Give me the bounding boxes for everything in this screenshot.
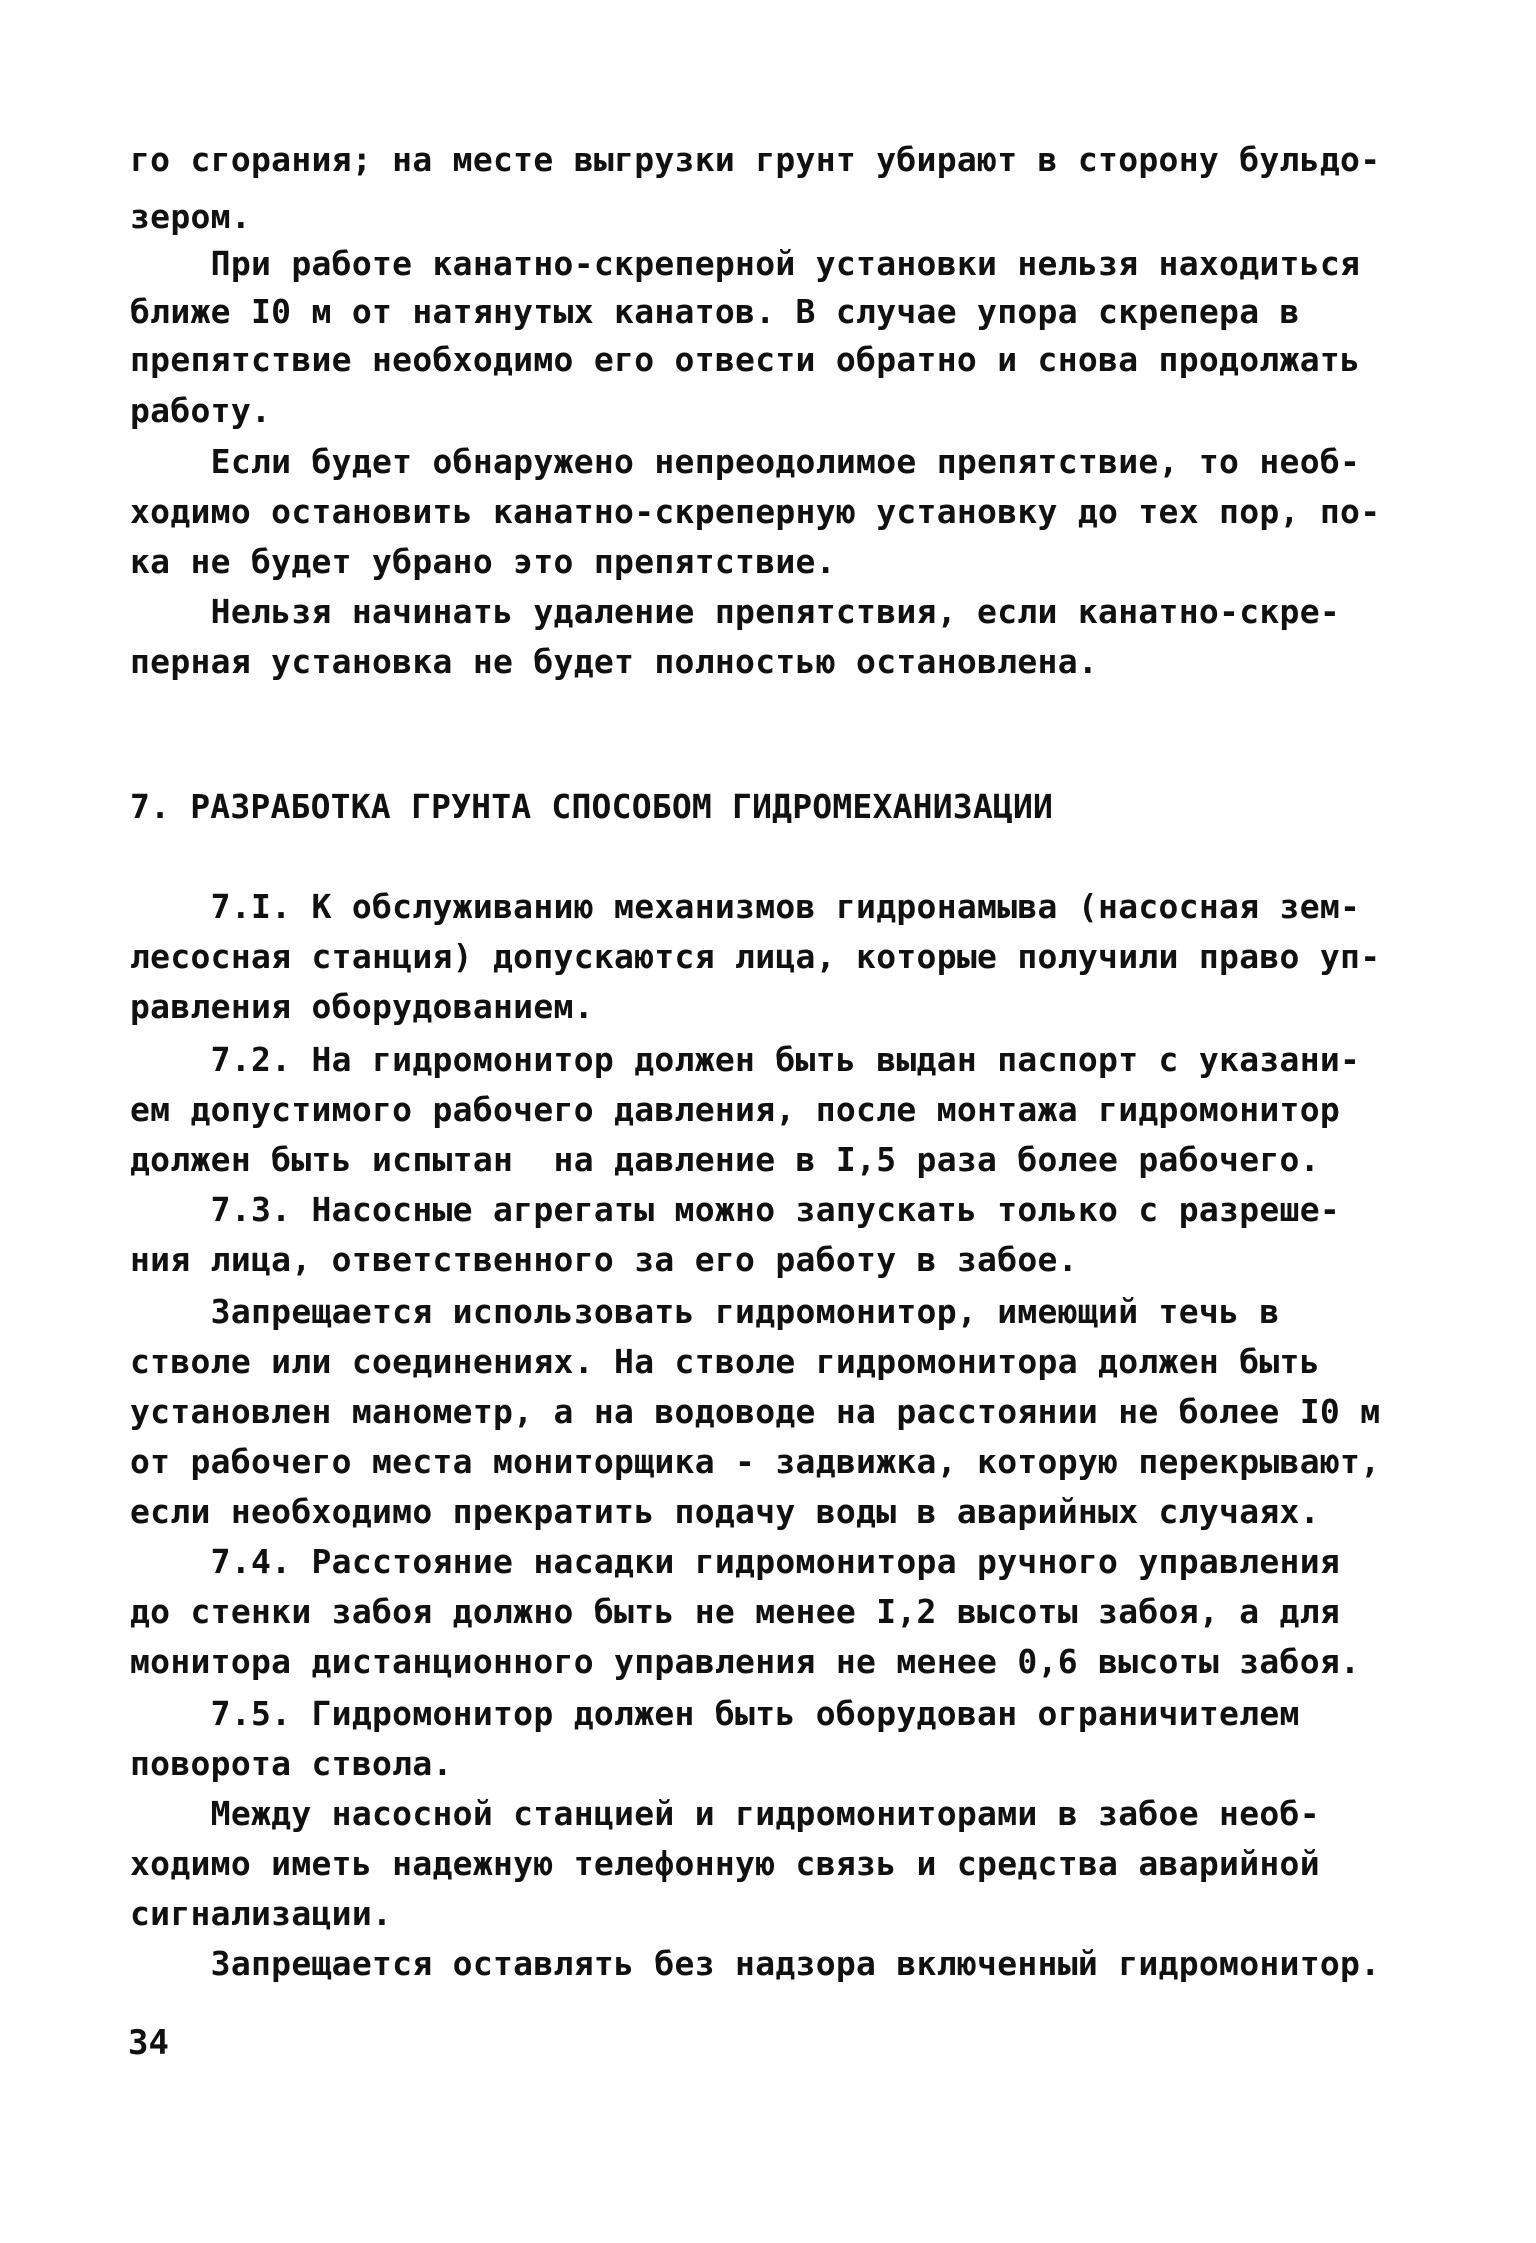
- text-line: 7.2. На гидромонитор должен быть выдан паспорт с указани-: [130, 1040, 1361, 1079]
- page-number: 34: [128, 2023, 169, 2063]
- section-heading: 7. РАЗРАБОТКА ГРУНТА СПОСОБОМ ГИДРОМЕХАНИЗАЦИИ: [130, 787, 1054, 826]
- text-line: зером.: [130, 197, 252, 236]
- text-line: Между насосной станцией и гидромониторами в забое необ-: [130, 1794, 1320, 1833]
- text-line: Запрещается использовать гидромонитор, имеющий течь в: [130, 1292, 1280, 1331]
- text-line: перная установка не будет полностью остановлена.: [130, 642, 1099, 681]
- text-line: до стенки забоя должно быть не менее I,2 высоты забоя, а для: [130, 1592, 1341, 1631]
- text-line: сигнализации.: [130, 1894, 393, 1933]
- text-line: равления оборудованием.: [130, 987, 594, 1026]
- text-line: При работе канатно-скреперной установки нельзя находиться: [130, 244, 1361, 283]
- text-line: стволе или соединениях. На стволе гидромонитора должен быть: [130, 1342, 1320, 1381]
- text-line: препятствие необходимо его отвести обратно и снова продолжать: [130, 340, 1361, 379]
- text-line: должен быть испытан на давление в I,5 раза более рабочего.: [130, 1140, 1320, 1179]
- text-line: ем допустимого рабочего давления, после монтажа гидромонитор: [130, 1090, 1341, 1129]
- text-line: 7.4. Расстояние насадки гидромонитора ручного управления: [130, 1542, 1341, 1581]
- text-line: если необходимо прекратить подачу воды в аварийных случаях.: [130, 1492, 1320, 1531]
- text-line: ходимо остановить канатно-скреперную установку до тех пор, по-: [130, 492, 1381, 531]
- text-line: ка не будет убрано это препятствие.: [130, 542, 836, 581]
- text-line: ближе I0 м от натянутых канатов. В случае упора скрепера в: [130, 292, 1300, 331]
- text-line: лесосная станция) допускаются лица, которые получили право уп-: [130, 937, 1381, 976]
- text-line: го сгорания; на месте выгрузки грунт убирают в сторону бульдо-: [130, 140, 1381, 179]
- text-line: установлен манометр, а на водоводе на расстоянии не более I0 м: [130, 1392, 1381, 1431]
- text-line: ходимо иметь надежную телефонную связь и средства аварийной: [130, 1844, 1320, 1883]
- text-line: ния лица, ответственного за его работу в забое.: [130, 1240, 1078, 1279]
- text-line: монитора дистанционного управления не менее 0,6 высоты забоя.: [130, 1642, 1361, 1681]
- text-line: 7.I. К обслуживанию механизмов гидронамыва (насосная зем-: [130, 887, 1361, 926]
- text-line: 7.3. Насосные агрегаты можно запускать только с разреше-: [130, 1190, 1341, 1229]
- text-line: 7.5. Гидромонитор должен быть оборудован ограничителем: [130, 1694, 1300, 1733]
- text-line: работу.: [130, 391, 272, 430]
- text-line: Нельзя начинать удаление препятствия, если канатно-скре-: [130, 592, 1341, 631]
- text-line: Если будет обнаружено непреодолимое препятствие, то необ-: [130, 442, 1361, 481]
- text-line: Запрещается оставлять без надзора включенный гидромонитор.: [130, 1944, 1381, 1983]
- text-line: поворота ствола.: [130, 1744, 453, 1783]
- text-line: от рабочего места мониторщика - задвижка, которую перекрывают,: [130, 1442, 1381, 1481]
